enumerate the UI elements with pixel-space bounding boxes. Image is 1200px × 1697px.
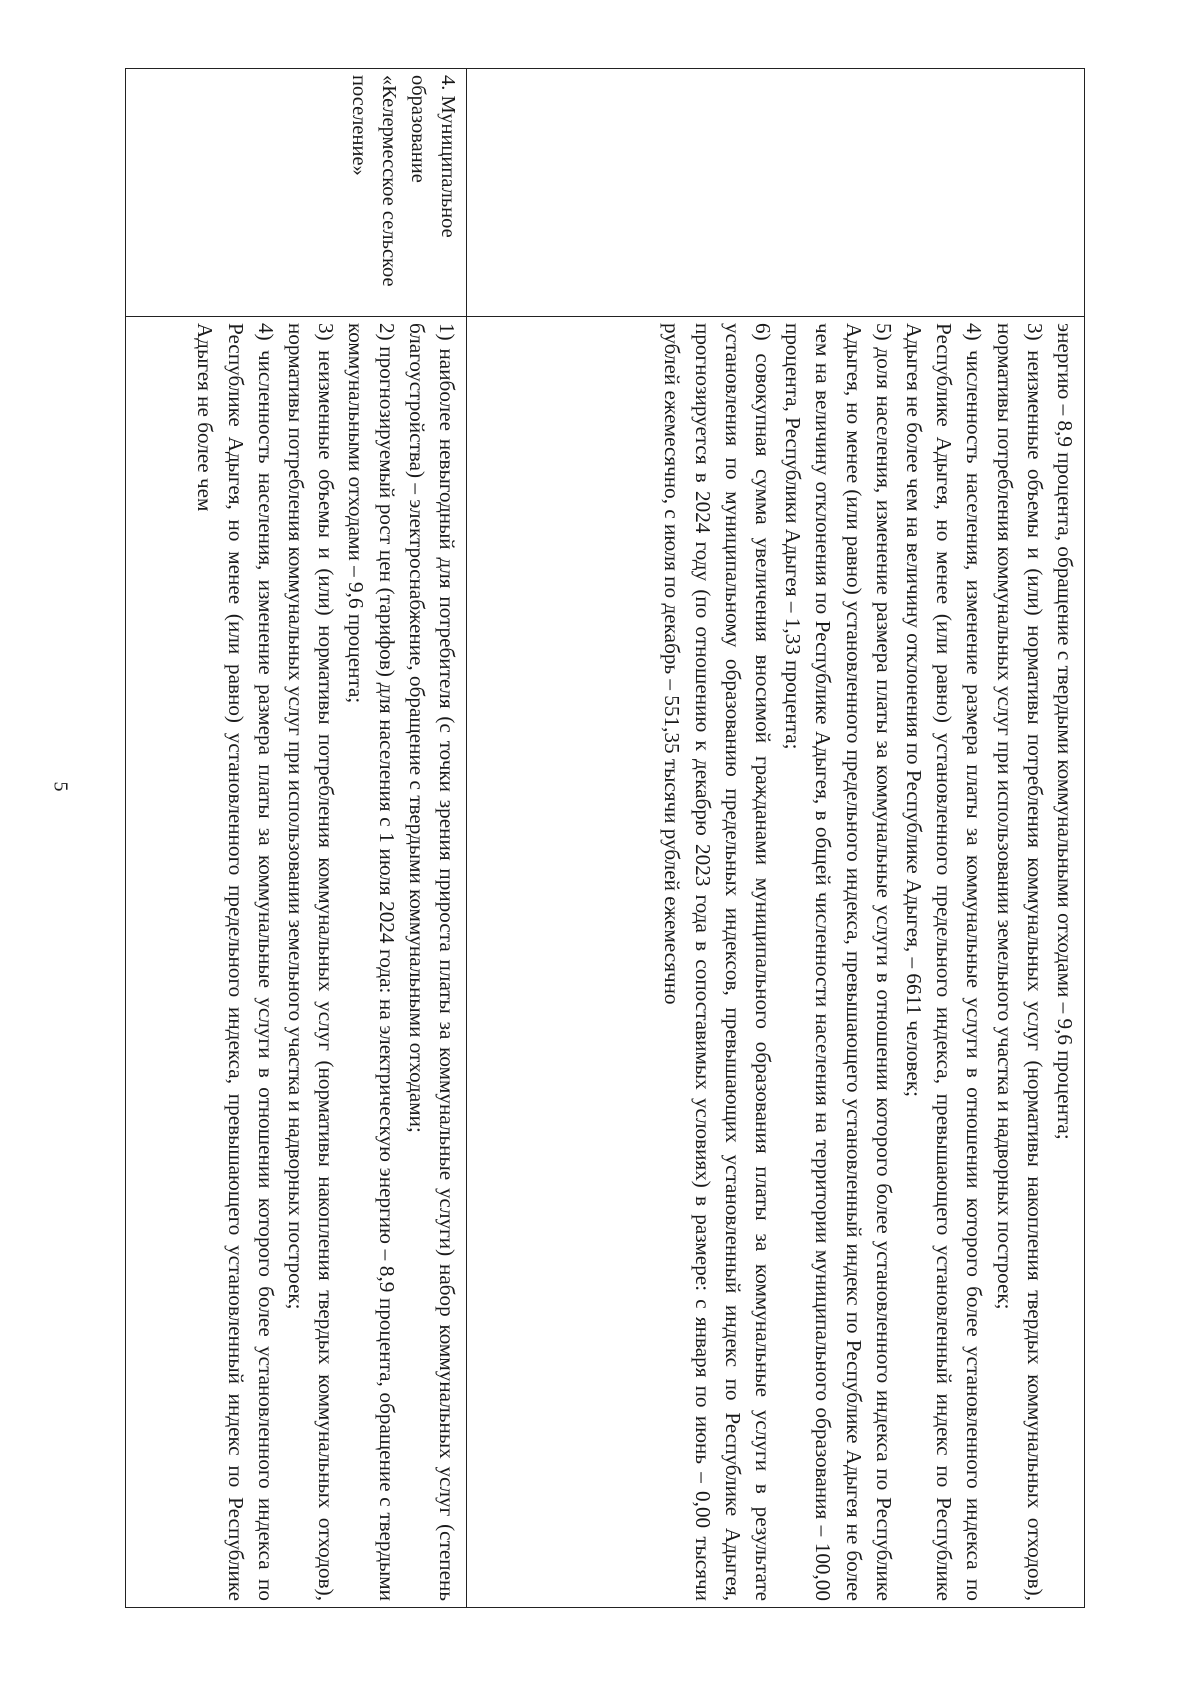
list-item: 1) наиболее невыгодный для потребителя (с точки зрения прироста платы за коммунальные услуги) набор коммунальных услуг (степень благоустройства) – электроснабжение, обращение с твердыми коммунальными отходами; bbox=[404, 323, 459, 1601]
parameters-cell bbox=[467, 316, 1084, 1608]
municipality-cell bbox=[467, 68, 1084, 316]
list-item: энергию – 8,9 процента, обращение с твердыми коммунальными отходами – 9,6 процента; bbox=[1053, 323, 1077, 1140]
list-item: 6) совокупная сумма увеличения вносимой гражданами муниципального образования платы за коммунальные услуги в результате установления по муниципальному образованию предельных индексов, превышающих установленный индекс по Республике Адыгея, прогнозируется в 2024 году (по отношению к декабрю 2023 года в сопоставимых условиях) в размере: с января по июнь – 0,00 тысячи рублей ежемесячно, с июля по декабрь – 551,35 тысячи рублей ежемесячно bbox=[660, 323, 775, 1601]
list-item: 4) численность населения, изменение размера платы за коммунальные услуги в отношении которого более установленного индекса по Республике Адыгея, но менее (или равно) установленного предельного индекса, превышающего установленный индекс по Республике Адыгея не более чем bbox=[193, 323, 278, 1601]
page-number: 5 bbox=[49, 781, 72, 792]
table-row bbox=[125, 68, 467, 1608]
list-item: 2) прогнозируемый рост цен (тарифов) для населения с 1 июля 2024 года: на электрическую энергию – 8,9 процента, обращение с твердыми коммунальными отходами – 9,6 процента; bbox=[344, 323, 399, 1601]
list-item: 4) численность населения, изменение размера платы за коммунальные услуги в отношении которого более установленного индекса по Республике Адыгея, но менее (или равно) установленного предельного индекса, превышающего установленный индекс по Республике Адыгея не более чем на величину отклонения по Республике Адыгея, – 6611 человек; bbox=[901, 323, 987, 1601]
parameters-cell bbox=[126, 316, 466, 1608]
municipality-cell: 4. Муниципальное образование «Келермесское сельское поселение» bbox=[126, 68, 466, 316]
table-row bbox=[467, 68, 1085, 1608]
list-item: 3) неизменные объемы и (или) нормативы потребления коммунальных услуг (нормативы накопления твердых коммунальных отходов), нормативы потребления коммунальных услуг при использовании земельного участка и надворных построек; bbox=[992, 323, 1047, 1601]
list-item: 5) доля населения, изменение размера платы за коммунальные услуги в отношении которого более установленного индекса по Республике Адыгея, но менее (или равно) установленного предельного индекса, превышающего установленный индекс по Республике Адыгея не более чем на величину отклонения по Республике Адыгея, в общей численности населения на территории муниципального образования – 100,00 процента, Республики Адыгея – 1,33 процента; bbox=[781, 323, 896, 1601]
municipal-table bbox=[125, 68, 1085, 1608]
list-item: 3) неизменные объемы и (или) нормативы потребления коммунальных услуг (нормативы накопления твердых коммунальных отходов), нормативы потребления коммунальных услуг при использовании земельного участка и надворных построек; bbox=[283, 323, 339, 1601]
